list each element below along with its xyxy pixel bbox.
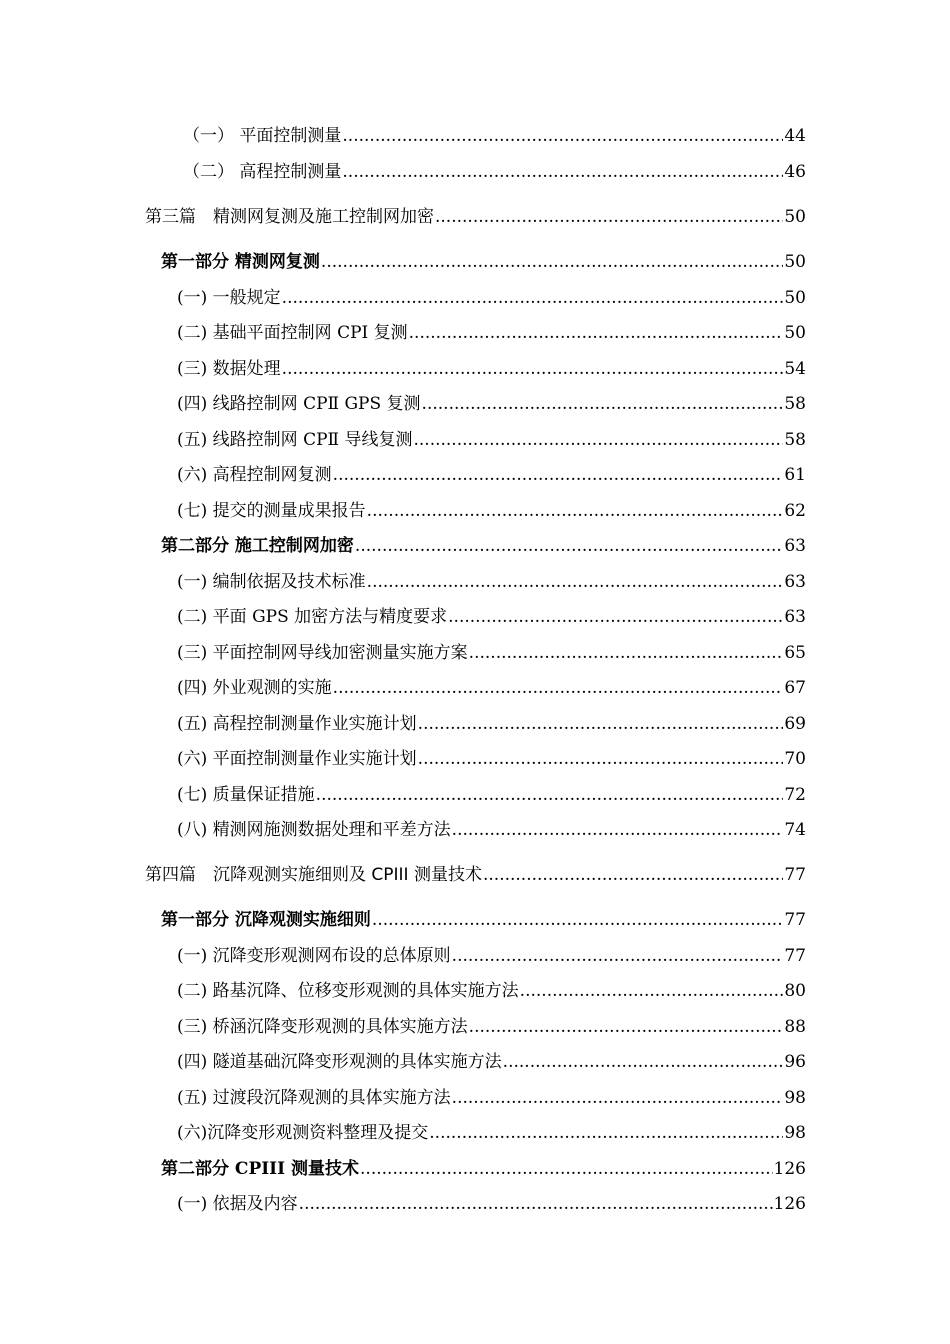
toc-entry[interactable] bbox=[177, 1015, 806, 1039]
toc-entry-title: (一) 一般规定 bbox=[177, 288, 281, 308]
toc-entry-page: 50 bbox=[784, 323, 806, 343]
toc-entry-page: 63 bbox=[784, 536, 806, 556]
toc-entry-page: 58 bbox=[784, 430, 806, 450]
toc-leader bbox=[360, 1157, 773, 1181]
toc-part[interactable] bbox=[161, 908, 806, 932]
toc-leader bbox=[282, 286, 784, 310]
toc-entry[interactable] bbox=[177, 463, 806, 487]
toc-entry-title: (三) 桥涵沉降变形观测的具体实施方法 bbox=[177, 1017, 468, 1037]
toc-leader bbox=[367, 499, 784, 523]
toc-entry-page: 77 bbox=[784, 946, 806, 966]
toc-entry-title: (四) 线路控制网 CPⅡ GPS 复测 bbox=[177, 394, 421, 414]
toc-entry-title: (六) 高程控制网复测 bbox=[177, 465, 332, 485]
toc-entry[interactable] bbox=[177, 979, 806, 1003]
toc-entry-page: 77 bbox=[784, 910, 806, 930]
toc-entry-title: (五) 线路控制网 CPⅡ 导线复测 bbox=[177, 430, 413, 450]
toc-entry-page: 96 bbox=[784, 1052, 806, 1072]
toc-entry[interactable] bbox=[177, 818, 806, 842]
toc-leader bbox=[448, 605, 783, 629]
toc-entry-title: (一) 编制依据及技术标准 bbox=[177, 572, 366, 592]
toc-entry[interactable] bbox=[177, 1050, 806, 1074]
toc-entry[interactable] bbox=[177, 641, 806, 665]
toc-leader bbox=[333, 463, 784, 487]
toc-entry[interactable] bbox=[177, 605, 806, 629]
toc-entry[interactable] bbox=[183, 124, 806, 148]
toc-leader bbox=[342, 124, 783, 148]
toc-leader bbox=[469, 1015, 784, 1039]
toc-entry-title: (五) 高程控制测量作业实施计划 bbox=[177, 714, 417, 734]
toc-part[interactable] bbox=[161, 250, 806, 274]
toc-chapter[interactable] bbox=[145, 205, 806, 229]
toc-entry-title: (三) 数据处理 bbox=[177, 359, 281, 379]
toc-entry-title: 第四篇 沉降观测实施细则及 CPIII 测量技术 bbox=[145, 865, 482, 885]
toc-entry-page: 126 bbox=[773, 1194, 806, 1214]
toc-entry-page: 65 bbox=[784, 643, 806, 663]
toc-entry-page: 98 bbox=[784, 1123, 806, 1143]
toc-entry[interactable] bbox=[177, 1121, 806, 1145]
toc-leader bbox=[483, 863, 783, 887]
toc-entry-title: 第一部分 沉降观测实施细则 bbox=[161, 910, 371, 930]
toc-leader bbox=[413, 428, 783, 452]
toc-entry-page: 46 bbox=[784, 162, 806, 182]
toc-leader bbox=[409, 321, 784, 345]
toc-entry-page: 50 bbox=[784, 207, 806, 227]
toc-leader bbox=[422, 392, 784, 416]
toc-leader bbox=[342, 160, 783, 184]
toc-leader bbox=[316, 783, 784, 807]
toc-entry[interactable] bbox=[177, 783, 806, 807]
toc-entry-title: (四) 隧道基础沉降变形观测的具体实施方法 bbox=[177, 1052, 502, 1072]
toc-entry-page: 50 bbox=[784, 252, 806, 272]
toc-entry[interactable] bbox=[177, 286, 806, 310]
toc-entry-page: 54 bbox=[784, 359, 806, 379]
toc-entry-title: 第二部分 CPIII 测量技术 bbox=[161, 1159, 360, 1179]
toc-part[interactable] bbox=[161, 534, 806, 558]
toc-entry-page: 61 bbox=[784, 465, 806, 485]
toc-entry-page: 62 bbox=[784, 501, 806, 521]
toc-entry[interactable] bbox=[177, 570, 806, 594]
toc-entry-page: 44 bbox=[784, 126, 806, 146]
toc-entry-title: （一） 平面控制测量 bbox=[183, 126, 342, 146]
toc-entry-title: (二) 基础平面控制网 CPⅠ 复测 bbox=[177, 323, 408, 343]
toc-entry-page: 126 bbox=[773, 1159, 806, 1179]
toc-entry-title: (八) 精测网施测数据处理和平差方法 bbox=[177, 820, 451, 840]
toc-entry-title: (七) 提交的测量成果报告 bbox=[177, 501, 366, 521]
toc-entry[interactable] bbox=[177, 747, 806, 771]
toc-entry[interactable] bbox=[177, 944, 806, 968]
toc-entry-page: 58 bbox=[784, 394, 806, 414]
toc-part[interactable] bbox=[161, 1157, 806, 1181]
toc-entry-page: 77 bbox=[784, 865, 806, 885]
toc-leader bbox=[367, 570, 784, 594]
toc-entry-title: (六) 平面控制测量作业实施计划 bbox=[177, 749, 417, 769]
toc-entry-page: 88 bbox=[784, 1017, 806, 1037]
toc-entry-page: 50 bbox=[784, 288, 806, 308]
toc-leader bbox=[333, 676, 784, 700]
toc-leader bbox=[469, 641, 784, 665]
toc-entry-page: 67 bbox=[784, 678, 806, 698]
toc-entry-title: (七) 质量保证措施 bbox=[177, 785, 315, 805]
toc-entry-page: 69 bbox=[784, 714, 806, 734]
toc-entry-title: (五) 过渡段沉降观测的具体实施方法 bbox=[177, 1088, 451, 1108]
toc-leader bbox=[452, 1086, 784, 1110]
toc-leader bbox=[418, 747, 784, 771]
toc-leader bbox=[520, 979, 784, 1003]
toc-entry-title: (六)沉降变形观测资料整理及提交 bbox=[177, 1123, 429, 1143]
toc-entry[interactable] bbox=[177, 1192, 806, 1216]
toc-entry-title: （二） 高程控制测量 bbox=[183, 162, 342, 182]
toc-entry[interactable] bbox=[177, 357, 806, 381]
toc-entry-page: 74 bbox=[784, 820, 806, 840]
toc-entry-title: (二) 路基沉降、位移变形观测的具体实施方法 bbox=[177, 981, 519, 1001]
toc-entry-title: (三) 平面控制网导线加密测量实施方案 bbox=[177, 643, 468, 663]
toc-entry[interactable] bbox=[177, 499, 806, 523]
toc-entry-title: (一) 依据及内容 bbox=[177, 1194, 298, 1214]
toc-entry-page: 72 bbox=[784, 785, 806, 805]
toc-entry-page: 63 bbox=[784, 572, 806, 592]
toc-leader bbox=[321, 250, 783, 274]
toc-entry-title: 第一部分 精测网复测 bbox=[161, 252, 320, 272]
toc-leader bbox=[355, 534, 783, 558]
toc-entry-page: 98 bbox=[784, 1088, 806, 1108]
toc-entry-title: 第三篇 精测网复测及施工控制网加密 bbox=[145, 207, 434, 227]
toc-leader bbox=[435, 205, 783, 229]
toc-entry[interactable] bbox=[177, 712, 806, 736]
toc-leader bbox=[452, 944, 784, 968]
toc-entry[interactable] bbox=[177, 392, 806, 416]
toc-entry[interactable] bbox=[183, 160, 806, 184]
toc-entry[interactable] bbox=[177, 321, 806, 345]
toc-leader bbox=[372, 908, 783, 932]
toc-leader bbox=[418, 712, 784, 736]
toc-entry-page: 63 bbox=[784, 607, 806, 627]
toc-entry[interactable] bbox=[177, 676, 806, 700]
toc-leader bbox=[452, 818, 784, 842]
toc-entry-title: (四) 外业观测的实施 bbox=[177, 678, 332, 698]
toc-leader bbox=[299, 1192, 773, 1216]
toc-entry-page: 80 bbox=[784, 981, 806, 1001]
toc-entry[interactable] bbox=[177, 428, 806, 452]
toc-entry-title: 第二部分 施工控制网加密 bbox=[161, 536, 354, 556]
toc-entry-page: 70 bbox=[784, 749, 806, 769]
toc-leader bbox=[503, 1050, 784, 1074]
toc-leader bbox=[282, 357, 784, 381]
toc-leader bbox=[429, 1121, 783, 1145]
toc-entry-title: (二) 平面 GPS 加密方法与精度要求 bbox=[177, 607, 448, 627]
toc-entry-title: (一) 沉降变形观测网布设的总体原则 bbox=[177, 946, 451, 966]
toc-chapter[interactable] bbox=[145, 863, 806, 887]
toc-entry[interactable] bbox=[177, 1086, 806, 1110]
